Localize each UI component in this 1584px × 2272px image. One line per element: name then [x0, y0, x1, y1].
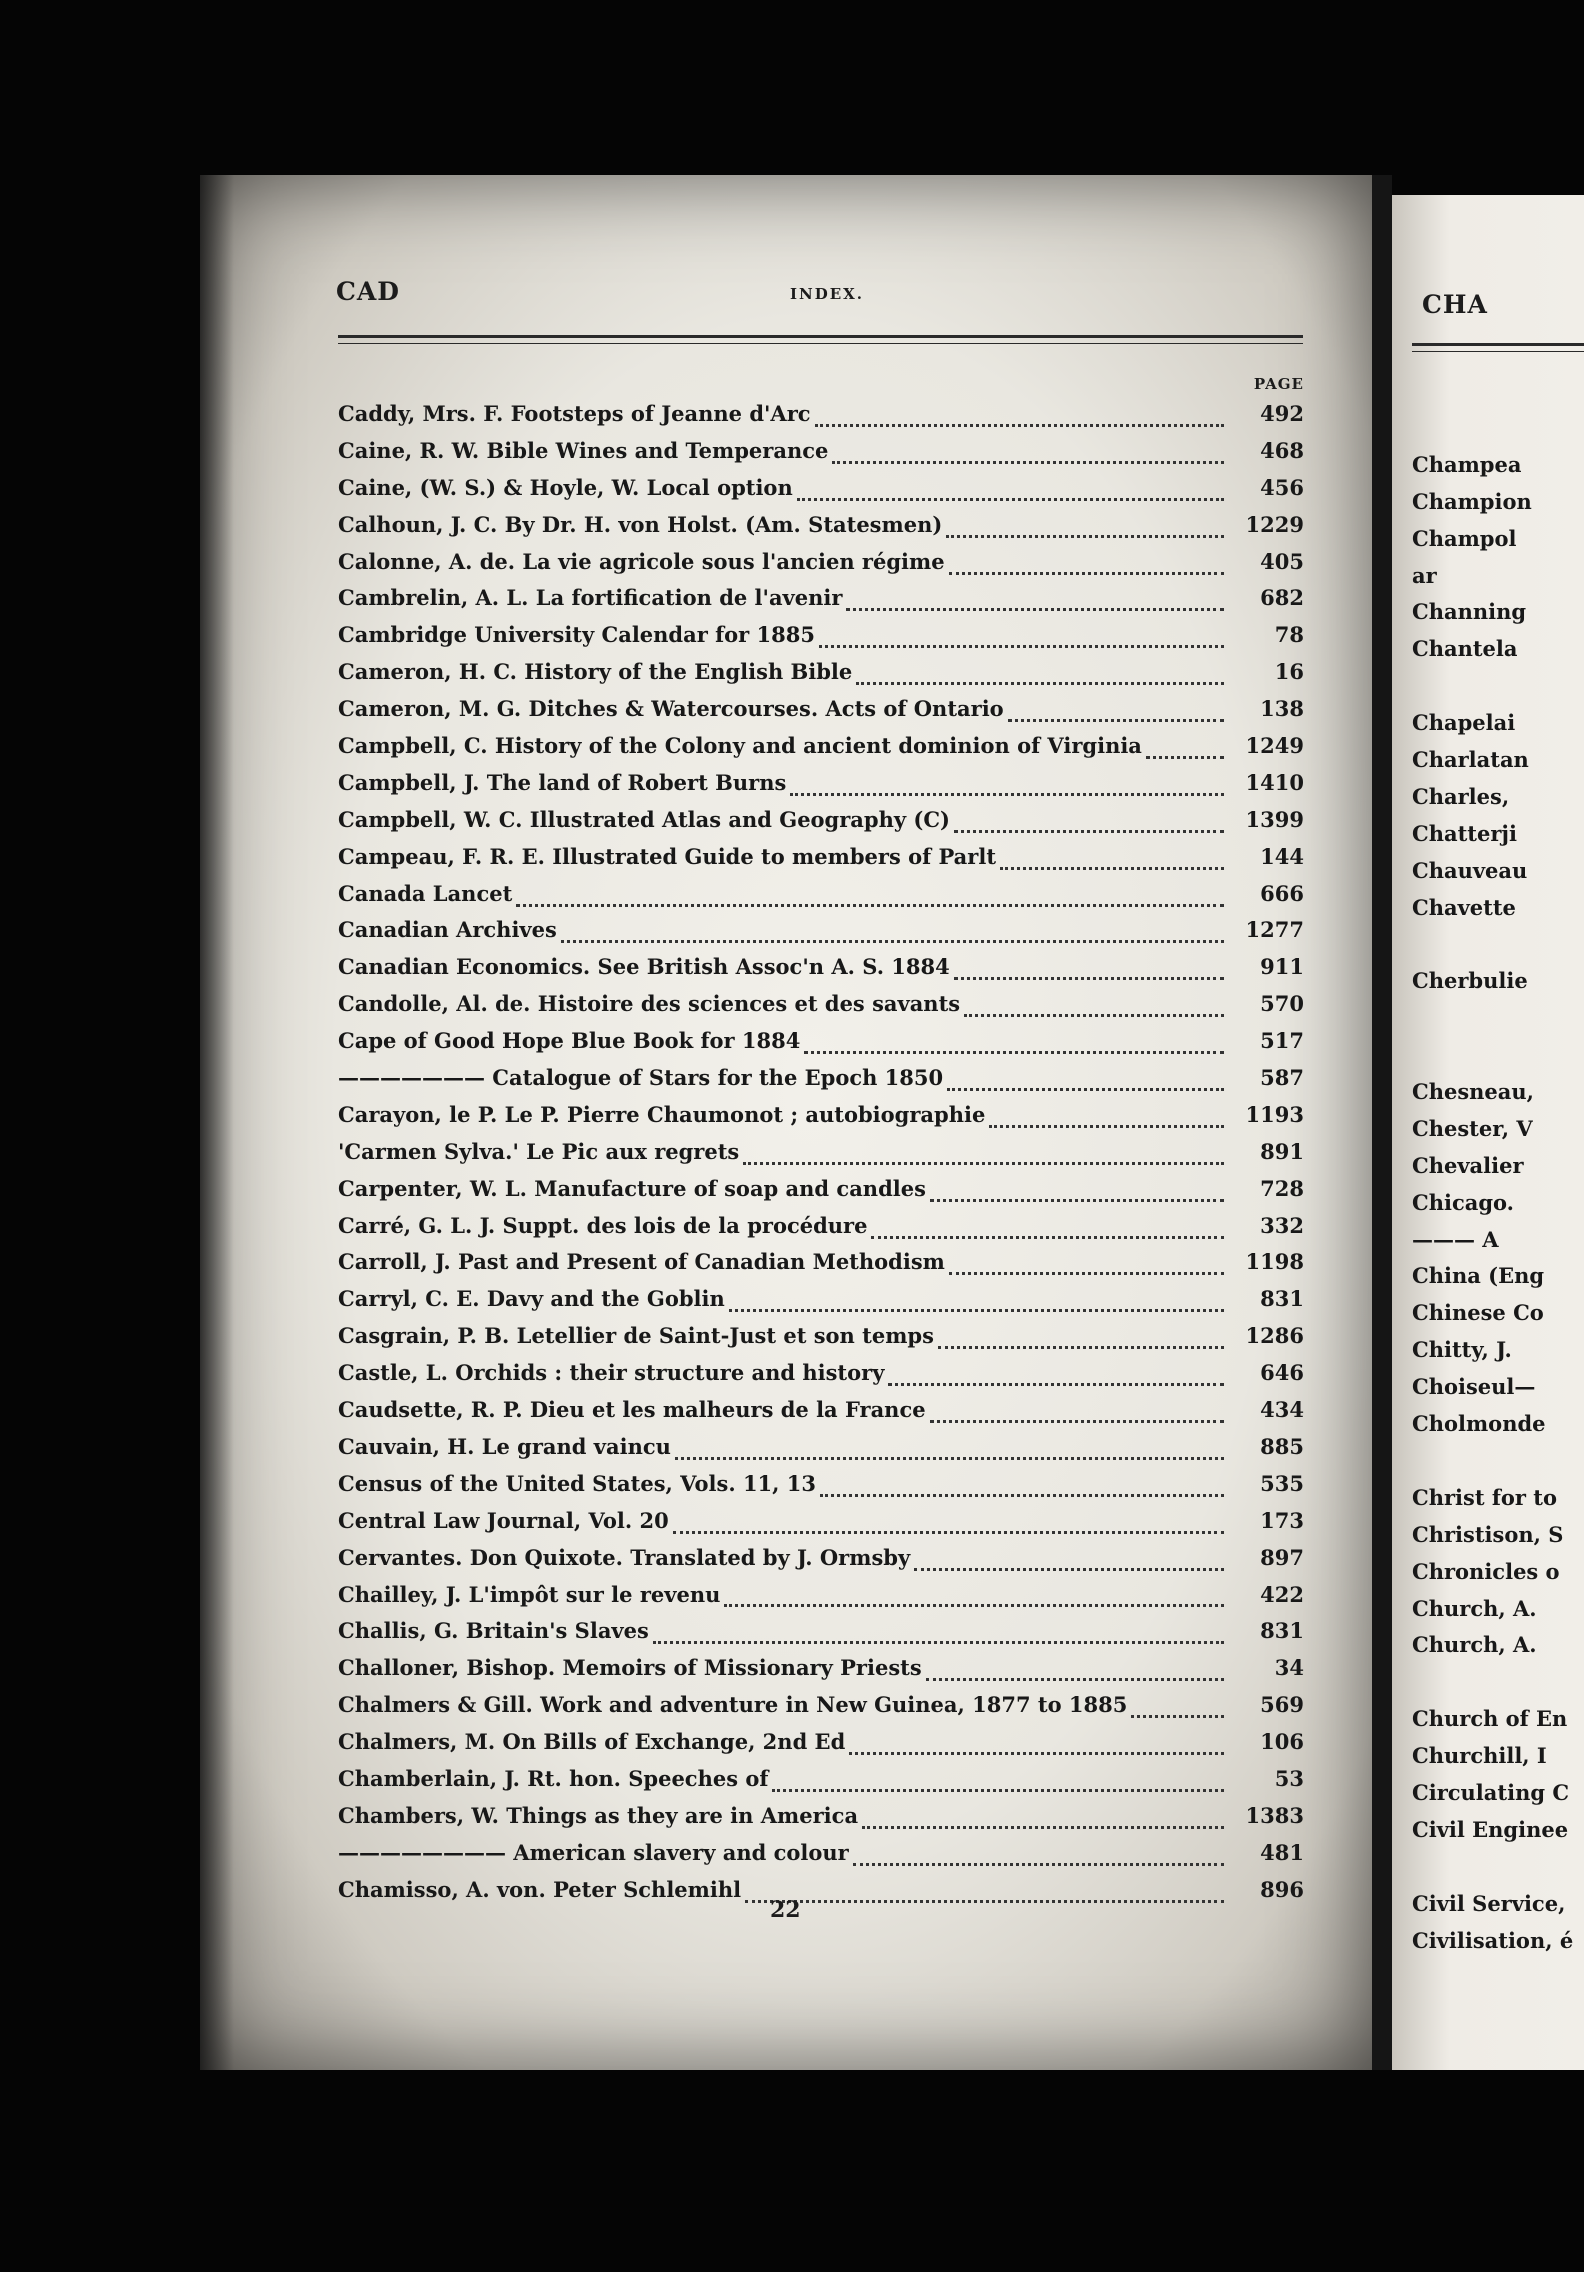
entry-text: Chalmers & Gill. Work and adventure in New Guinea, 1877 to 1885 — [338, 1692, 1128, 1718]
index-entry — [338, 770, 1304, 807]
entry-page: 16 — [1274, 659, 1304, 685]
entry-page: 535 — [1260, 1470, 1304, 1496]
facing-entry: Church of En — [1412, 1706, 1568, 1732]
header-rule — [338, 335, 1303, 344]
facing-entry — [1412, 1005, 1573, 1042]
index-entry — [338, 1102, 1304, 1139]
entry-page: 492 — [1260, 401, 1304, 426]
index-entries — [338, 401, 1304, 1914]
entry-text: ———————— American slavery and colour — [338, 1839, 849, 1865]
entry-text: Chailley, J. L'impôt sur le revenu — [338, 1581, 721, 1607]
dot-leader — [989, 1125, 1224, 1128]
facing-entry: Chatterji — [1412, 820, 1517, 846]
entry-text: Campbell, W. C. Illustrated Atlas and Geography (C) — [338, 806, 950, 832]
entry-text: Caine, (W. S.) & Hoyle, W. Local option — [338, 474, 793, 500]
facing-entry: Chauveau — [1412, 857, 1528, 883]
facing-entry: Chinese Co — [1412, 1300, 1544, 1326]
dot-leader — [724, 1604, 1224, 1607]
dot-leader — [815, 424, 1224, 427]
entry-text: Candolle, Al. de. Histoire des sciences et des savants — [338, 991, 961, 1017]
facing-entry: Chavette — [1412, 894, 1516, 920]
dot-leader — [954, 977, 1224, 980]
entry-page: 138 — [1260, 696, 1304, 722]
dot-leader — [832, 461, 1224, 464]
dot-leader — [930, 1199, 1224, 1202]
facing-header-rule — [1412, 343, 1584, 352]
facing-entry: Champea — [1412, 451, 1522, 477]
facing-entry: Christison, S — [1412, 1521, 1564, 1547]
dot-leader — [853, 1863, 1224, 1866]
dot-leader — [675, 1457, 1224, 1460]
facing-entry — [1412, 1669, 1573, 1706]
index-entry — [338, 1434, 1304, 1471]
entry-page: 422 — [1260, 1581, 1304, 1607]
facing-entry: Church, A. — [1412, 1595, 1537, 1621]
entry-page: 1383 — [1245, 1802, 1304, 1828]
entry-page: 78 — [1274, 622, 1304, 648]
index-entry — [338, 512, 1304, 549]
entry-text: Chalmers, M. On Bills of Exchange, 2nd Ed — [338, 1729, 846, 1755]
facing-entry: Channing — [1412, 599, 1527, 625]
index-entry — [338, 881, 1304, 918]
entry-text: ——————— Catalogue of Stars for the Epoch 1850 — [338, 1065, 944, 1091]
entry-text: Cauvain, H. Le grand vaincu — [338, 1433, 671, 1459]
entry-page: 896 — [1260, 1876, 1304, 1902]
facing-entry: Chester, V — [1412, 1115, 1533, 1141]
index-entry — [338, 1618, 1304, 1655]
facing-entry: Chicago. — [1412, 1189, 1514, 1215]
dot-leader — [790, 793, 1224, 796]
facing-entry — [1412, 1042, 1573, 1079]
dot-leader — [949, 1272, 1224, 1275]
entry-text: Challoner, Bishop. Memoirs of Missionary Priests — [338, 1655, 922, 1681]
index-entry — [338, 1877, 1304, 1914]
entry-text: Canadian Archives — [338, 917, 557, 943]
entry-text: Chambers, W. Things as they are in America — [338, 1802, 859, 1828]
index-entry — [338, 1582, 1304, 1619]
index-entry — [338, 1471, 1304, 1508]
index-entry — [338, 475, 1304, 512]
dot-leader — [914, 1568, 1224, 1571]
facing-entry: Champol — [1412, 525, 1517, 551]
entry-page: 911 — [1260, 954, 1304, 980]
index-entry — [338, 733, 1304, 770]
dot-leader — [804, 1051, 1224, 1054]
index-entry — [338, 1692, 1304, 1729]
facing-entry: Chantela — [1412, 636, 1518, 662]
dot-leader — [772, 1789, 1224, 1792]
entry-text: 'Carmen Sylva.' Le Pic aux regrets — [338, 1138, 740, 1164]
entry-page: 517 — [1260, 1028, 1304, 1054]
facing-entry: ar — [1412, 562, 1437, 588]
entry-page: 1277 — [1245, 917, 1304, 943]
index-entry — [338, 1028, 1304, 1065]
dot-leader — [964, 1014, 1224, 1017]
index-entry — [338, 1065, 1304, 1102]
entry-page: 885 — [1260, 1433, 1304, 1459]
entry-page: 405 — [1260, 548, 1304, 574]
index-entry — [338, 1545, 1304, 1582]
facing-entry: Cherbulie — [1412, 968, 1528, 994]
index-entry — [338, 696, 1304, 733]
entry-page: 1229 — [1245, 511, 1304, 537]
binding-shadow — [200, 175, 234, 2070]
entry-page: 587 — [1260, 1065, 1304, 1091]
index-entry — [338, 438, 1304, 475]
dot-leader — [745, 1900, 1224, 1903]
dot-leader — [516, 904, 1224, 907]
entry-text: Calhoun, J. C. By Dr. H. von Holst. (Am. Statesmen) — [338, 511, 943, 537]
index-entry — [338, 659, 1304, 696]
entry-page: 831 — [1260, 1286, 1304, 1312]
entry-page: 53 — [1274, 1765, 1304, 1791]
entry-text: Caudsette, R. P. Dieu et les malheurs de la France — [338, 1397, 926, 1423]
facing-entry — [1412, 673, 1573, 710]
entry-text: Campbell, J. The land of Robert Burns — [338, 769, 787, 795]
facing-entry: Cholmonde — [1412, 1411, 1546, 1437]
dot-leader — [947, 1088, 1224, 1091]
entry-text: Cameron, H. C. History of the English Bible — [338, 659, 853, 685]
entry-page: 1399 — [1245, 806, 1304, 832]
index-entry — [338, 1508, 1304, 1545]
entry-page: 106 — [1260, 1729, 1304, 1755]
facing-entry: Chitty, J. — [1412, 1337, 1512, 1363]
entry-text: Cambrelin, A. L. La fortification de l'avenir — [338, 585, 843, 611]
index-entry — [338, 549, 1304, 586]
index-entry — [338, 1286, 1304, 1323]
entry-page: 1193 — [1245, 1101, 1304, 1127]
facing-entry: Chronicles o — [1412, 1558, 1560, 1584]
facing-entry: Christ for to — [1412, 1484, 1557, 1510]
dot-leader — [1000, 867, 1224, 870]
entry-text: Carayon, le P. Le P. Pierre Chaumonot ; autobiographie — [338, 1101, 986, 1127]
facing-entry: Chapelai — [1412, 710, 1516, 736]
entry-page: 682 — [1260, 585, 1304, 611]
facing-entry: Circulating C — [1412, 1779, 1570, 1805]
index-entry — [338, 1766, 1304, 1803]
facing-entry: Chevalier — [1412, 1152, 1524, 1178]
entry-text: Caine, R. W. Bible Wines and Temperance — [338, 437, 829, 463]
dot-leader — [743, 1162, 1224, 1165]
entry-page: 1249 — [1245, 733, 1304, 759]
dot-leader — [561, 940, 1224, 943]
dot-leader — [856, 682, 1224, 685]
entry-text: Cameron, M. G. Ditches & Watercourses. Acts of Ontario — [338, 696, 1004, 722]
facing-entry: Choiseul— — [1412, 1374, 1536, 1400]
entry-text: Challis, G. Britain's Slaves — [338, 1618, 649, 1644]
entry-text: Campeau, F. R. E. Illustrated Guide to members of Parlt — [338, 843, 997, 869]
index-entry — [338, 1139, 1304, 1176]
index-entry — [338, 1840, 1304, 1877]
dot-leader — [938, 1346, 1224, 1349]
facing-entry: China (Eng — [1412, 1263, 1545, 1289]
index-entry — [338, 1176, 1304, 1213]
entry-page: 570 — [1260, 991, 1304, 1017]
entry-text: Castle, L. Orchids : their structure and history — [338, 1360, 885, 1386]
running-head-center: INDEX. — [790, 285, 865, 303]
index-entry — [338, 1360, 1304, 1397]
index-entry — [338, 1729, 1304, 1766]
entry-page: 646 — [1260, 1360, 1304, 1386]
running-head-left: CAD — [336, 277, 400, 306]
entry-text: Chamberlain, J. Rt. hon. Speeches of — [338, 1765, 769, 1791]
index-entry — [338, 401, 1304, 438]
dot-leader — [1131, 1715, 1224, 1718]
entry-text: Canadian Economics. See British Assoc'n A. S. 1884 — [338, 954, 950, 980]
facing-entry — [1412, 415, 1573, 452]
entry-page: 1198 — [1245, 1249, 1304, 1275]
facing-entries — [1412, 415, 1573, 1964]
dot-leader — [849, 1752, 1224, 1755]
entry-page: 666 — [1260, 880, 1304, 906]
entry-text: Central Law Journal, Vol. 20 — [338, 1507, 669, 1533]
facing-page — [1392, 195, 1584, 2070]
index-entry — [338, 585, 1304, 622]
entry-page: 34 — [1274, 1655, 1304, 1681]
facing-entry: Civil Service, — [1412, 1890, 1566, 1916]
index-entry — [338, 991, 1304, 1028]
dot-leader — [1146, 756, 1224, 759]
entry-text: Casgrain, P. B. Letellier de Saint-Just et son temps — [338, 1323, 934, 1349]
entry-page: 897 — [1260, 1544, 1304, 1570]
entry-text: Carryl, C. E. Davy and the Goblin — [338, 1286, 725, 1312]
entry-text: Cervantes. Don Quixote. Translated by J. Ormsby — [338, 1544, 911, 1570]
entry-text: Calonne, A. de. La vie agricole sous l'ancien régime — [338, 548, 945, 574]
index-entry — [338, 844, 1304, 881]
dot-leader — [930, 1420, 1224, 1423]
entry-page: 144 — [1260, 843, 1304, 869]
index-entry — [338, 1803, 1304, 1840]
entry-page: 332 — [1260, 1212, 1304, 1238]
dot-leader — [1008, 719, 1224, 722]
dot-leader — [954, 830, 1224, 833]
dot-leader — [946, 535, 1224, 538]
page-column-label: PAGE — [1253, 375, 1304, 393]
entry-page: 468 — [1260, 437, 1304, 463]
index-entry — [338, 1249, 1304, 1286]
dot-leader — [819, 645, 1224, 648]
entry-page: 569 — [1260, 1692, 1304, 1718]
entry-text: Canada Lancet — [338, 880, 513, 906]
dot-leader — [926, 1678, 1224, 1681]
entry-text: Chamisso, A. von. Peter Schlemihl — [338, 1876, 742, 1902]
entry-page: 1410 — [1245, 769, 1304, 795]
index-entry — [338, 807, 1304, 844]
index-entry — [338, 1323, 1304, 1360]
entry-page: 456 — [1260, 474, 1304, 500]
dot-leader — [862, 1826, 1224, 1829]
dot-leader — [820, 1494, 1224, 1497]
index-entry — [338, 954, 1304, 991]
index-entry — [338, 1655, 1304, 1692]
dot-leader — [653, 1641, 1224, 1644]
facing-entry: Champion — [1412, 488, 1532, 514]
index-page — [200, 175, 1372, 2070]
entry-page: 173 — [1260, 1507, 1304, 1533]
book-gutter — [1372, 175, 1392, 2070]
page-number: 22 — [770, 1897, 801, 1923]
facing-entry: Church, A. — [1412, 1632, 1537, 1658]
dot-leader — [729, 1309, 1224, 1312]
dot-leader — [673, 1531, 1224, 1534]
entry-page: 891 — [1260, 1138, 1304, 1164]
facing-entry: Civilisation, é — [1412, 1927, 1574, 1953]
entry-text: Carpenter, W. L. Manufacture of soap and candles — [338, 1175, 926, 1201]
entry-text: Carroll, J. Past and Present of Canadian Methodism — [338, 1249, 945, 1275]
facing-entry — [1412, 1448, 1573, 1485]
entry-page: 1286 — [1245, 1323, 1304, 1349]
entry-page: 728 — [1260, 1175, 1304, 1201]
facing-entry — [1412, 931, 1573, 968]
dot-leader — [871, 1236, 1224, 1239]
facing-entry: Chesneau, — [1412, 1079, 1534, 1105]
dot-leader — [949, 572, 1224, 575]
facing-entry: Civil Enginee — [1412, 1816, 1569, 1842]
facing-entry: Churchill, I — [1412, 1743, 1547, 1769]
index-entry — [338, 917, 1304, 954]
facing-entry: Charlatan — [1412, 747, 1529, 773]
dot-leader — [846, 608, 1224, 611]
entry-text: Cape of Good Hope Blue Book for 1884 — [338, 1028, 801, 1054]
facing-running-head: CHA — [1422, 290, 1488, 319]
entry-page: 481 — [1260, 1839, 1304, 1865]
index-entry — [338, 1213, 1304, 1250]
facing-entry — [1412, 1854, 1573, 1891]
facing-entry: ——— A — [1412, 1226, 1499, 1252]
dot-leader — [888, 1383, 1224, 1386]
entry-page: 434 — [1260, 1397, 1304, 1423]
index-entry — [338, 1397, 1304, 1434]
entry-page: 831 — [1260, 1618, 1304, 1644]
dot-leader — [797, 498, 1224, 501]
entry-text: Campbell, C. History of the Colony and ancient dominion of Virginia — [338, 733, 1142, 759]
index-entry — [338, 622, 1304, 659]
facing-entry: Charles, — [1412, 783, 1510, 809]
entry-text: Census of the United States, Vols. 11, 13 — [338, 1470, 817, 1496]
entry-text: Carré, G. L. J. Suppt. des lois de la procédure — [338, 1212, 868, 1238]
entry-text: Cambridge University Calendar for 1885 — [338, 622, 815, 648]
entry-text: Caddy, Mrs. F. Footsteps of Jeanne d'Arc — [338, 401, 811, 426]
